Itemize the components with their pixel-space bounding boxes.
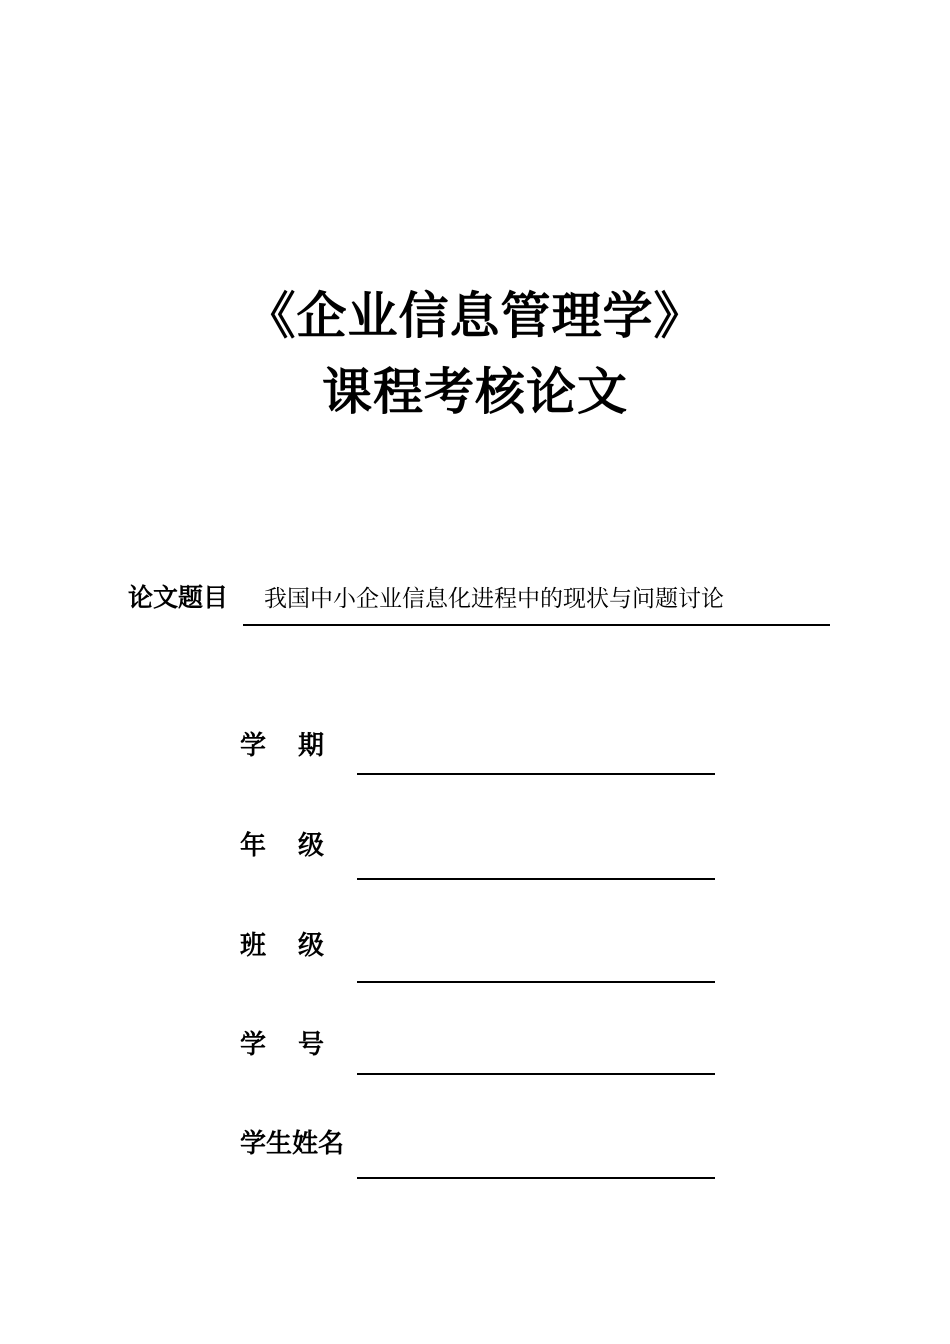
field-line-semester[interactable]	[357, 773, 715, 775]
field-label-semester-char2: 期	[298, 731, 325, 761]
title-paper-type: 课程考核论文	[322, 363, 628, 421]
field-label-year-char2: 级	[298, 831, 325, 861]
field-line-class[interactable]	[357, 981, 715, 983]
field-label-class	[240, 928, 324, 964]
field-label-semester	[240, 728, 324, 764]
field-line-student-id[interactable]	[357, 1073, 715, 1075]
field-label-semester-char1: 学	[240, 731, 267, 761]
field-label-student-id-char2: 号	[298, 1030, 325, 1060]
field-line-student-name[interactable]	[357, 1177, 715, 1179]
field-label-student-name: 学生姓名	[240, 1129, 345, 1159]
field-label-class-char2: 级	[298, 931, 325, 961]
document-title	[0, 278, 950, 430]
field-label-year-char1: 年	[240, 831, 267, 861]
field-label-student-id-char1: 学	[240, 1030, 267, 1060]
field-label-class-char1: 班	[240, 931, 267, 961]
topic-value: 我国中小企业信息化进程中的现状与问题讨论	[264, 586, 724, 612]
field-label-year	[240, 828, 324, 864]
title-course-name: 《企业信息管理学》	[245, 287, 705, 345]
field-line-year[interactable]	[357, 878, 715, 880]
topic-underline	[243, 624, 830, 626]
field-label-student-id	[240, 1027, 324, 1063]
topic-label: 论文题目	[128, 583, 229, 612]
